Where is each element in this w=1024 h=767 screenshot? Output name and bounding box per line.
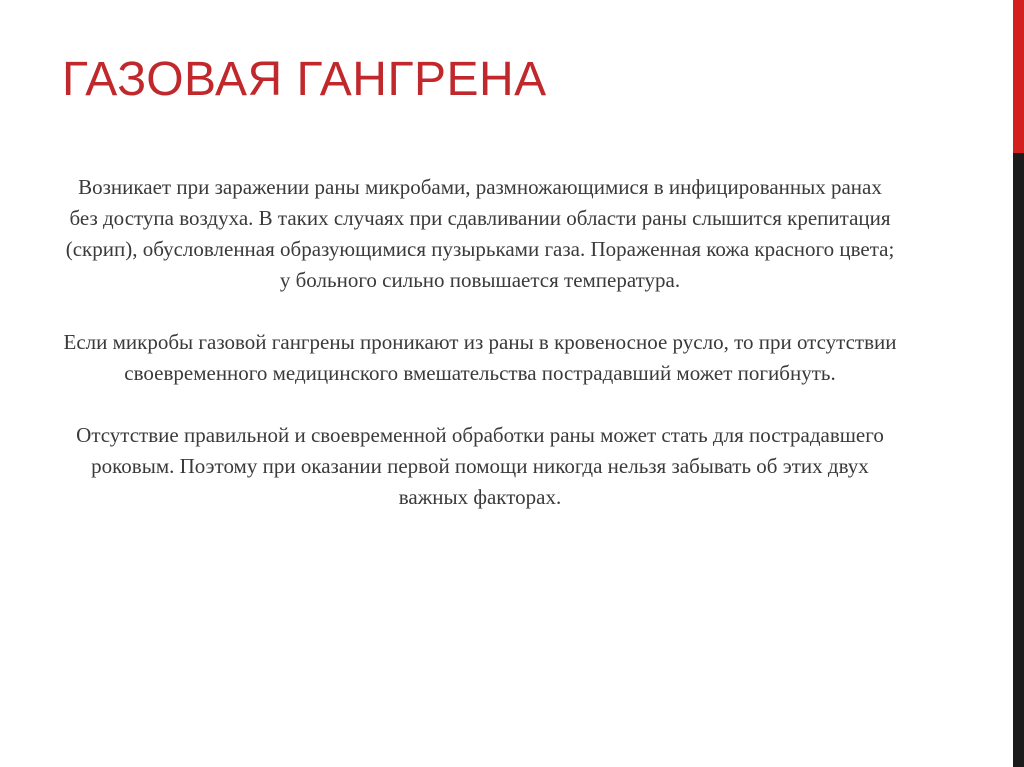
paragraph-1: Возникает при заражении раны микробами, размножающимися в инфицированных ранах без доступа воздуха. В таких случаях при сдавливании области раны слышится крепитация (скрип), обусловленная образующимися пузырьками газа. Пораженная кожа красного цвета; у больного сильно повышается температура. bbox=[65, 175, 895, 292]
paragraph-2: Если микробы газовой гангрены проникают из раны в кровеносное русло, то при отсутствии своевременного медицинского вмешательства пострадавший может погибнуть. bbox=[63, 330, 897, 385]
slide-title: ГАЗОВАЯ ГАНГРЕНА bbox=[62, 53, 547, 106]
paragraph-3: Отсутствие правильной и своевременной обработки раны может стать для пострадавшего роковым. Поэтому при оказании первой помощи никогда нельзя забывать об этих двух важных факторах. bbox=[76, 423, 884, 509]
accent-bar-red bbox=[1013, 0, 1024, 153]
slide-body bbox=[62, 172, 898, 544]
accent-bar-dark bbox=[1013, 153, 1024, 767]
